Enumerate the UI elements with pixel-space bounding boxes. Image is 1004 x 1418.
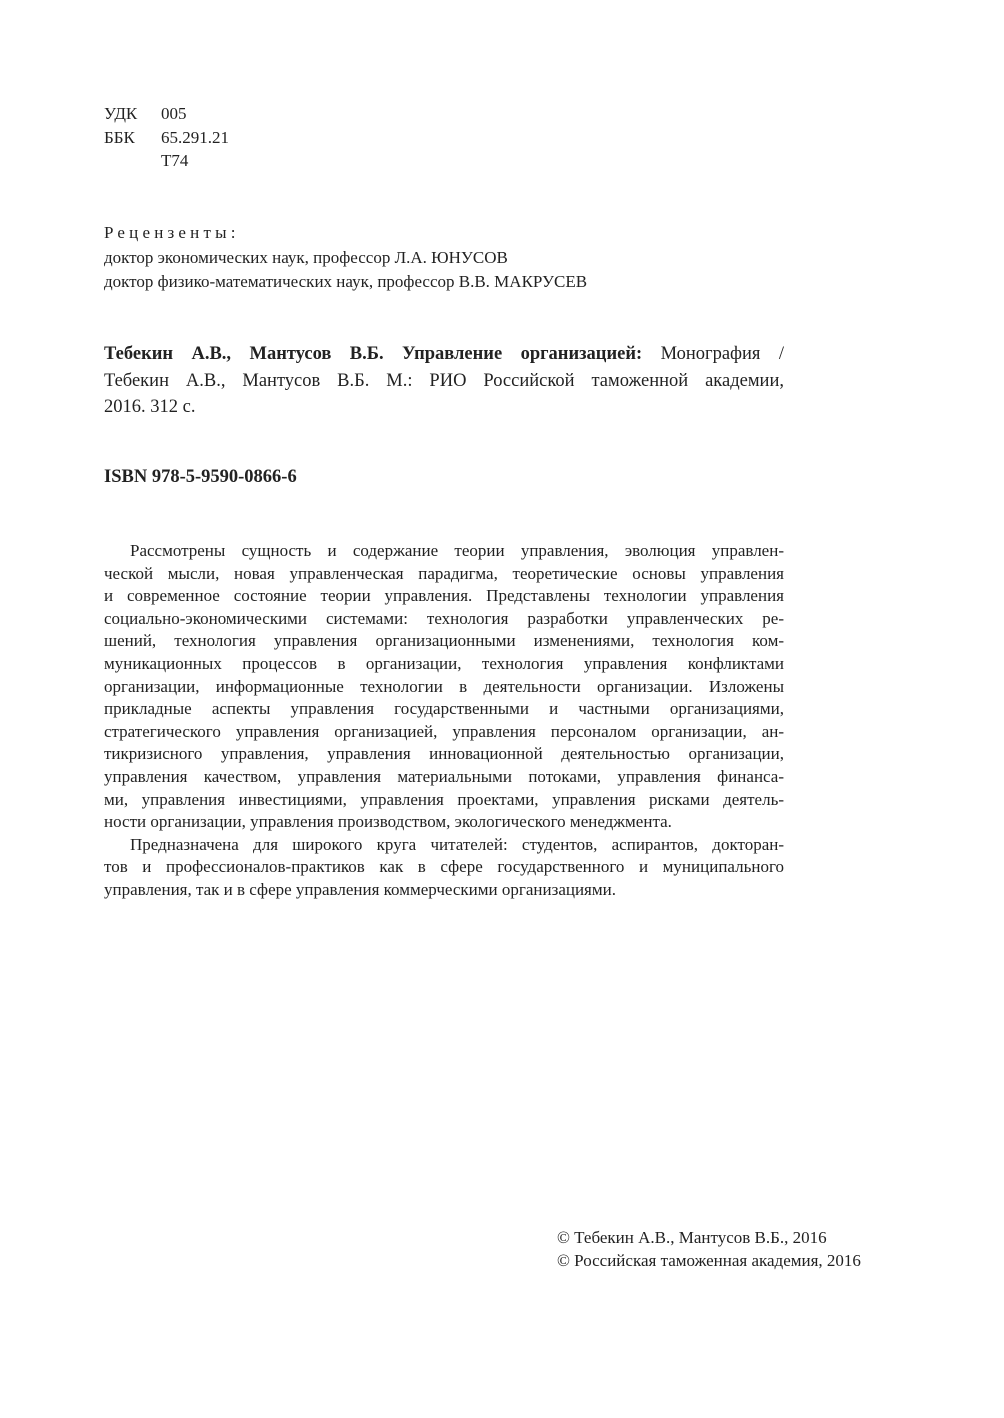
- abstract-line: и современное состояние теории управления. Представлены технологии управления: [104, 586, 784, 606]
- isbn: ISBN 978-5-9590-0866-6: [104, 467, 297, 487]
- author-sign-row: [104, 149, 229, 173]
- bbk-label: ББК: [104, 127, 135, 147]
- classification-codes: [104, 102, 229, 173]
- author-sign: Т74: [161, 151, 189, 170]
- abstract-line: ности организации, управления производством, экологического менеджмента.: [104, 812, 672, 832]
- abstract-line: прикладные аспекты управления государственными и частными организациями,: [104, 699, 784, 719]
- abstract-line: ми, управления инвестициями, управления проектами, управления рисками деятель-: [104, 789, 784, 809]
- abstract-line: социально-экономическими системами: технология разработки управленческих ре-: [104, 608, 784, 628]
- abstract-line: управления, так и в сфере управления коммерческими организациями.: [104, 879, 616, 899]
- abstract: [104, 540, 784, 902]
- reviewers-block: [104, 221, 587, 294]
- abstract-line: управления качеством, управления материальными потоками, управления финанса-: [104, 766, 784, 786]
- citation-authors-title: Тебекин А.В., Мантусов В.Б. Управление организацией:: [104, 344, 643, 364]
- bbk-value: 65.291.21: [161, 127, 229, 147]
- bibliographic-citation: [104, 341, 784, 421]
- abstract-line: Рассмотрены сущность и содержание теории управления, эволюция управлен-: [130, 541, 784, 560]
- citation-line: 2016. 312 с.: [104, 397, 196, 417]
- udk-label: УДК: [104, 104, 138, 123]
- copyright-authors: © Тебекин А.В., Мантусов В.Б., 2016: [557, 1228, 827, 1247]
- udk-row: [104, 102, 229, 126]
- copyright-block: [557, 1226, 861, 1272]
- abstract-line: тов и профессионалов-практиков как в сфере государственного и муниципального: [104, 857, 784, 877]
- abstract-line: тикризисного управления, управления инновационной деятельностью организации,: [104, 744, 784, 764]
- citation-type: Монография /: [642, 344, 784, 364]
- abstract-line: шений, технология управления организационными изменениями, технология ком-: [104, 631, 784, 651]
- reviewer-item: доктор экономических наук, профессор Л.А. ЮНУСОВ: [104, 248, 508, 267]
- bbk-row: [104, 126, 229, 150]
- citation-line: [104, 341, 784, 368]
- citation-line: Тебекин А.В., Мантусов В.Б. М.: РИО Российской таможенной академии,: [104, 370, 784, 391]
- udk-value: 005: [161, 104, 187, 123]
- reviewers-heading: Рецензенты:: [104, 223, 240, 242]
- copyright-publisher: © Российская таможенная академия, 2016: [557, 1251, 861, 1270]
- abstract-line: организации, информационные технологии в деятельности организации. Изложены: [104, 676, 784, 696]
- abstract-line: стратегического управления организацией, управления персоналом организации, ан-: [104, 721, 784, 741]
- abstract-line: ческой мысли, новая управленческая парадигма, теоретические основы управления: [104, 563, 784, 583]
- abstract-line: муникационных процессов в организации, технология управления конфликтами: [104, 653, 784, 673]
- abstract-line: Предназначена для широкого круга читателей: студентов, аспирантов, докторан-: [130, 834, 784, 854]
- reviewer-item: доктор физико-математических наук, профессор В.В. МАКРУСЕВ: [104, 272, 588, 291]
